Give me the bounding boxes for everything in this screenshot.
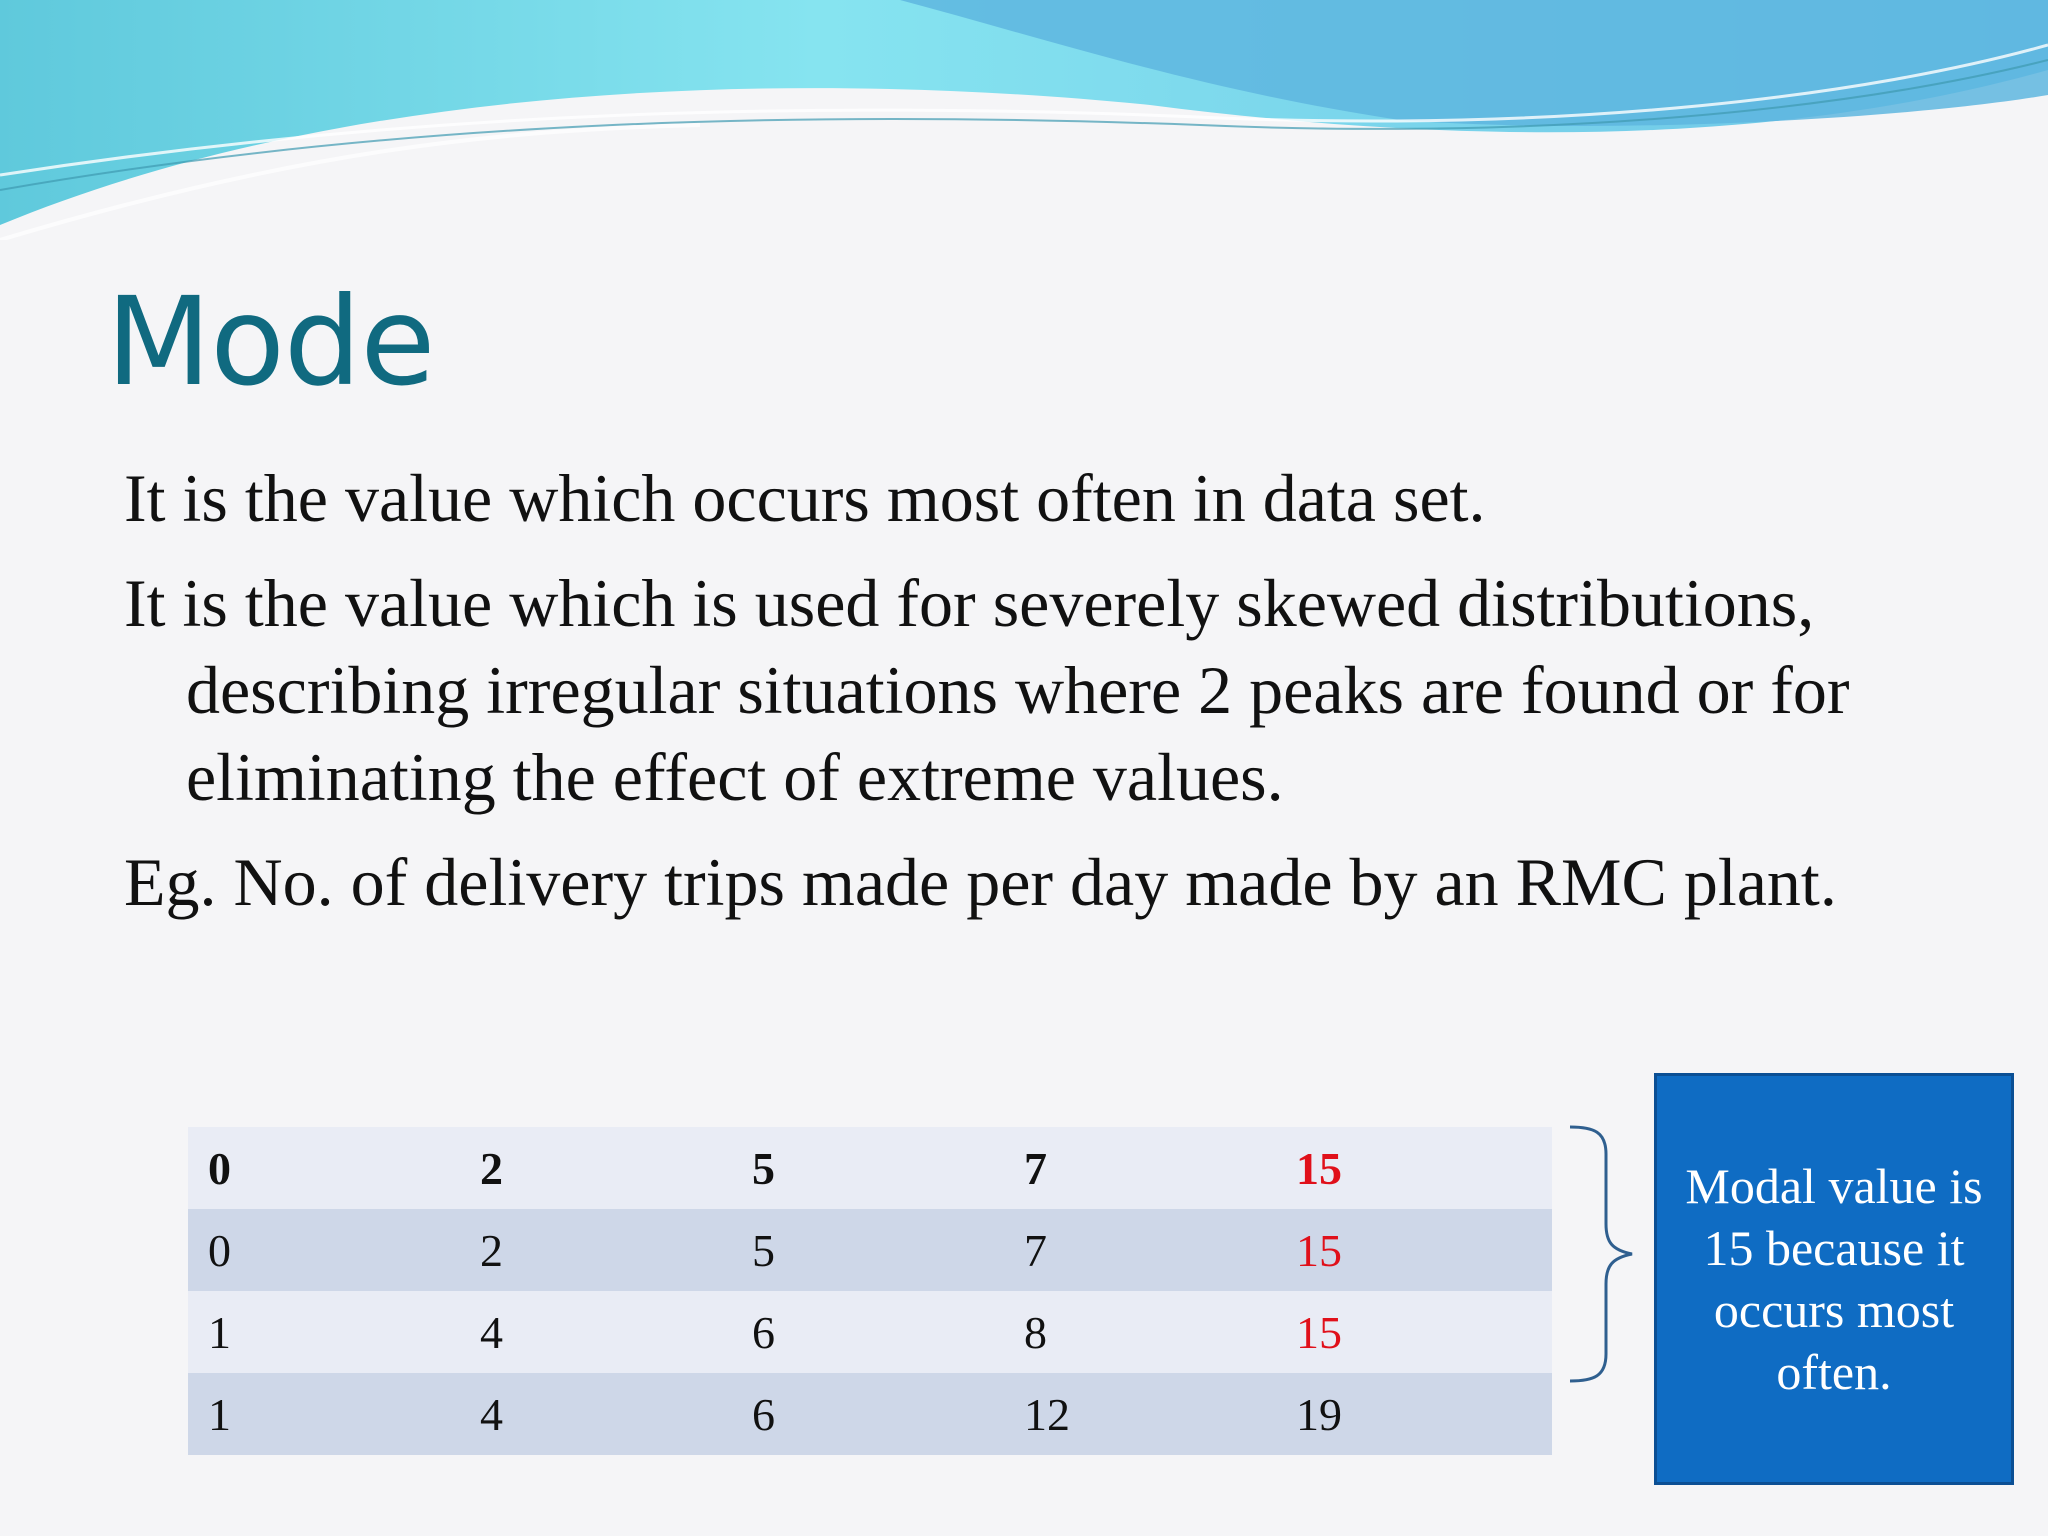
table-cell: 0 [188,1209,460,1291]
right-brace-icon [1566,1124,1636,1384]
table-cell: 4 [460,1291,732,1373]
header-wave-decoration [0,0,2048,240]
table-row [188,1373,1552,1455]
bullet-list [124,455,1924,944]
table-cell: 6 [732,1373,1004,1455]
table-cell: 6 [732,1291,1004,1373]
table-cell: 1 [188,1373,460,1455]
table-cell: 0 [188,1127,460,1209]
table-cell: 4 [460,1373,732,1455]
table-cell: 5 [732,1127,1004,1209]
modal-value-callout [1654,1073,2014,1485]
table-cell: 12 [1004,1373,1276,1455]
table-cell-highlight: 15 [1276,1127,1552,1209]
table-cell: 7 [1004,1209,1276,1291]
bullet-usage: It is the value which is used for severely skewed distributions, describing irregular situations where 2 peaks are found or for eliminating the effect of extreme values. [124,565,1850,815]
data-table [188,1127,1552,1455]
bullet-definition: It is the value which occurs most often in data set. [124,460,1486,536]
table-row [188,1209,1552,1291]
table-row [188,1291,1552,1373]
table-cell: 8 [1004,1291,1276,1373]
table-cell: 2 [460,1127,732,1209]
table-cell: 1 [188,1291,460,1373]
slide-title: Mode [106,271,435,413]
bullet-example: Eg. No. of delivery trips made per day made by an RMC plant. [124,844,1837,920]
table-cell: 7 [1004,1127,1276,1209]
table-cell-highlight: 15 [1276,1291,1552,1373]
table-cell-highlight: 15 [1276,1209,1552,1291]
callout-text: Modal value is 15 because it occurs most often. [1685,1158,1983,1400]
table-cell: 2 [460,1209,732,1291]
table-cell: 5 [732,1209,1004,1291]
table-row [188,1127,1552,1209]
table-cell: 19 [1276,1373,1552,1455]
